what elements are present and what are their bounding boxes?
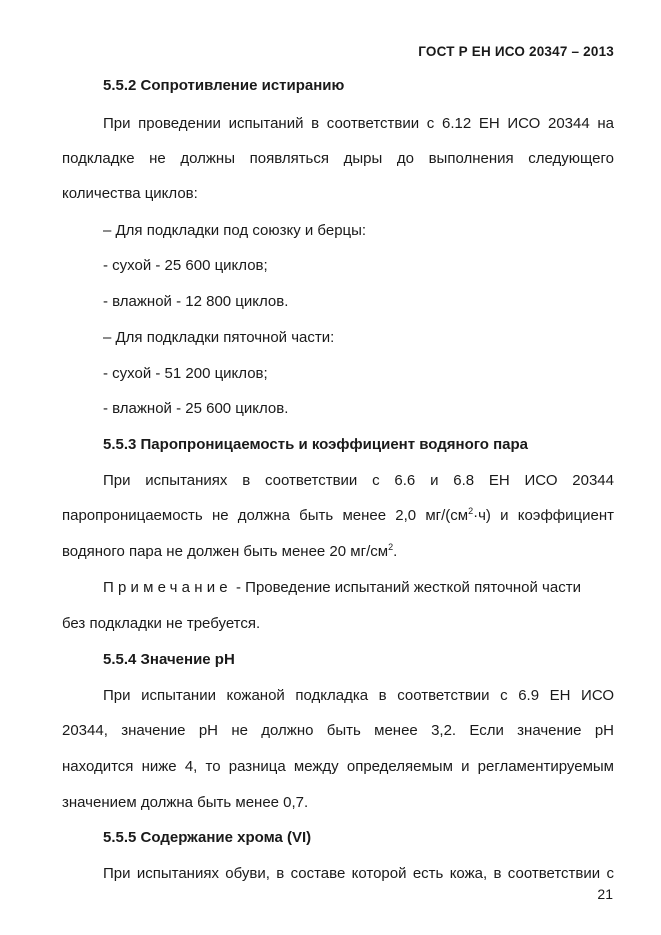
document-header: ГОСТ Р ЕН ИСО 20347 – 2013	[418, 44, 614, 59]
paragraph-line: 20344, значение pH не должно быть менее 3,2. Если значение pH	[62, 722, 614, 739]
note-line	[103, 578, 614, 598]
text-span: .	[393, 543, 398, 560]
paragraph-line: количества циклов:	[62, 185, 198, 202]
list-item: – Для подкладки под союзку и берцы:	[103, 222, 367, 239]
list-item: - влажной - 12 800 циклов.	[103, 293, 289, 310]
list-item: – Для подкладки пяточной части:	[103, 329, 335, 346]
list-item: - сухой - 25 600 циклов;	[103, 257, 268, 274]
section-5-5-3-title: 5.5.3 Паропроницаемость и коэффициент водяного пара	[103, 436, 529, 453]
note-line: без подкладки не требуется.	[62, 615, 261, 632]
text-span: водяного пара не должен быть менее 20 мг/см	[62, 543, 389, 560]
paragraph-line: находится ниже 4, то разница между определяемым и регламентируемым	[62, 758, 614, 775]
section-5-5-2-title: 5.5.2 Сопротивление истиранию	[103, 77, 345, 94]
list-item: - влажной - 25 600 циклов.	[103, 400, 289, 417]
note-text: - Проведение испытаний жесткой пяточной части	[231, 579, 581, 596]
page-number: 21	[597, 886, 613, 902]
paragraph-line: При испытаниях в соответствии с 6.6 и 6.8 ЕН ИСО 20344	[103, 472, 614, 489]
paragraph-line	[62, 506, 614, 526]
paragraph-line: При проведении испытаний в соответствии с 6.12 ЕН ИСО 20344 на	[103, 115, 614, 132]
paragraph-line: При испытании кожаной подкладка в соответствии с 6.9 ЕН ИСО	[103, 687, 614, 704]
paragraph-line: подкладке не должны появляться дыры до выполнения следующего	[62, 150, 614, 167]
section-5-5-4-title: 5.5.4 Значение pH	[103, 651, 235, 668]
note-label: Примечание	[103, 579, 232, 596]
paragraph-line: значением должна быть менее 0,7.	[62, 794, 309, 811]
text-span: паропроницаемость не должна быть менее 2,0 мг/(см	[62, 507, 469, 524]
paragraph-line	[62, 542, 614, 562]
paragraph-line: При испытаниях обуви, в составе которой есть кожа, в соответствии с	[103, 865, 614, 882]
list-item: - сухой - 51 200 циклов;	[103, 365, 268, 382]
superscript: 2	[468, 506, 474, 516]
superscript: 2	[388, 542, 394, 552]
text-span: ·ч) и коэффициент	[473, 507, 614, 524]
section-5-5-5-title: 5.5.5 Содержание хрома (VI)	[103, 829, 312, 846]
